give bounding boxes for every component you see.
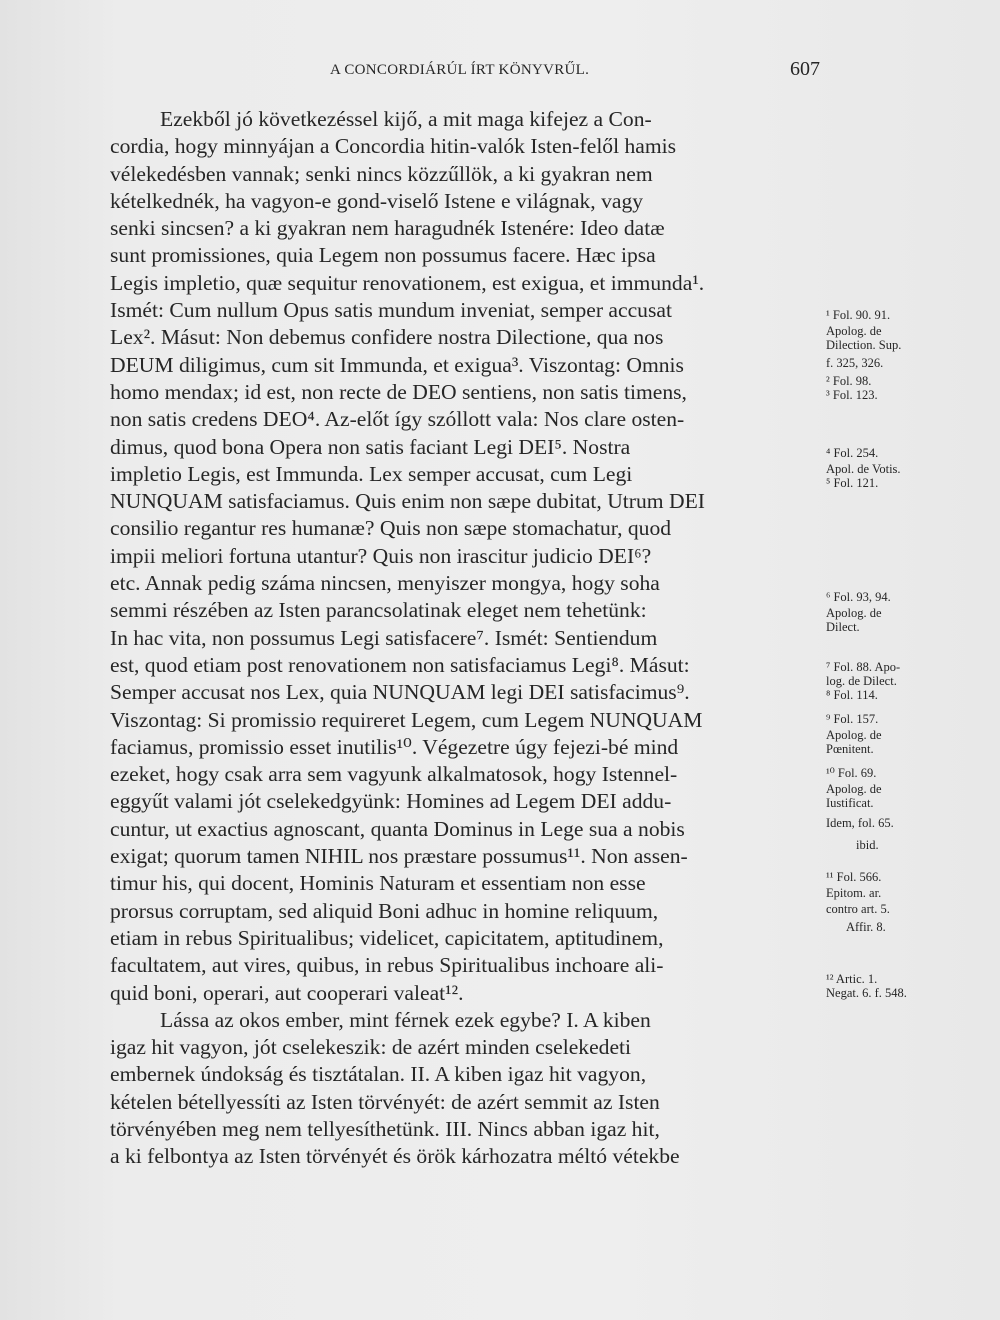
margin-note: Epitom. ar.: [826, 886, 882, 900]
margin-note: Negat. 6. f. 548.: [826, 986, 907, 1000]
margin-note: ¹⁰ Fol. 69.: [826, 766, 877, 780]
margin-note: Dilection. Sup.: [826, 338, 902, 352]
margin-note: ⁹ Fol. 157.: [826, 712, 879, 726]
text-line: DEUM diligimus, cum sit Immunda, et exigua³. Viszontag: Omnis: [110, 352, 684, 377]
margin-note: ¹¹ Fol. 566.: [826, 870, 882, 884]
margin-note: contro art. 5.: [826, 902, 890, 916]
margin-note: ⁷ Fol. 88. Apo-: [826, 660, 901, 674]
text-line: ezeket, hogy csak arra sem vagyunk alkalmatosok, hogy Istennel-: [110, 762, 678, 787]
text-line: etiam in rebus Spiritualibus; videlicet, capicitatem, aptitudinem,: [110, 925, 664, 950]
margin-note: log. de Dilect.: [826, 674, 897, 688]
text-line: cuntur, ut exactius agnoscant, quanta Dominus in Lege sua a nobis: [110, 816, 685, 841]
margin-note: ⁶ Fol. 93, 94.: [826, 590, 891, 604]
text-line: est, quod etiam post renovationem non satisfaciamus Legi⁸. Másut:: [110, 652, 690, 677]
text-line: Legis impletio, quæ sequitur renovationem, est exigua, et immunda¹.: [110, 270, 705, 295]
text-line: impletio Legis, est Immunda. Lex semper accusat, cum Legi: [110, 461, 633, 486]
text-line: vélekedésben vannak; senki nincs közzűllök, a ki gyakran nem: [110, 161, 653, 186]
margin-note: Affir. 8.: [846, 920, 886, 934]
text-line: dimus, quod bona Opera non satis faciant Legi DEI⁵. Nostra: [110, 434, 631, 459]
margin-note: ² Fol. 98.: [826, 374, 872, 388]
text-line: törvényében meg nem tellyesíthetünk. III. Nincs abban igaz hit,: [110, 1116, 660, 1141]
text-line: igaz hit vagyon, jót cselekeszik: de azért minden cselekedeti: [110, 1035, 632, 1060]
text-line: facultatem, aut vires, quibus, in rebus Spiritualibus inchoare ali-: [110, 953, 664, 978]
text-line: cordia, hogy minnyájan a Concordia hitin-valók Isten-felől hamis: [110, 134, 677, 159]
text-line: timur his, qui docent, Hominis Naturam et essentiam non esse: [110, 871, 646, 896]
text-line: impii meliori fortuna utantur? Quis non irascitur judicio DEI⁶?: [110, 543, 652, 568]
text-line: Viszontag: Si promissio requireret Legem, cum Legem NUNQUAM: [110, 707, 703, 732]
margin-note: ³ Fol. 123.: [826, 388, 878, 402]
text-line: eggyűt valami jót cselekedgyünk: Homines ad Legem DEI addu-: [110, 789, 672, 814]
margin-note: Dilect.: [826, 620, 860, 634]
text-line: kételkednék, ha vagyon-e gond-viselő Istene e világnak, vagy: [110, 188, 644, 213]
margin-note: ⁵ Fol. 121.: [826, 476, 879, 490]
margin-note: Iustificat.: [826, 796, 874, 810]
text-line: Lássa az okos ember, mint férnek ezek egybe? I. A kiben: [160, 1007, 651, 1032]
text-line: homo mendax; id est, non recte de DEO sentiens, non satis timens,: [110, 379, 687, 404]
text-line: Semper accusat nos Lex, quia NUNQUAM legi DEI satisfacimus⁹.: [110, 680, 690, 705]
margin-note: Idem, fol. 65.: [826, 816, 894, 830]
text-line: consilio regantur res humanæ? Quis non sæpe stomachatur, quod: [110, 516, 672, 541]
text-line: kételen bétellyessíti az Isten törvényét: de azért semmit az Isten: [110, 1089, 660, 1114]
margin-note: Apolog. de: [826, 606, 882, 620]
main-text-column: [110, 106, 820, 1171]
text-line: quid boni, operari, aut cooperari valeat¹².: [110, 980, 464, 1005]
text-line: a ki felbontya az Isten törvényét és örök kárhozatra méltó vétekbe: [110, 1144, 680, 1169]
text-line: Ismét: Cum nullum Opus satis mundum inveniat, semper accusat: [110, 298, 672, 323]
text-line: faciamus, promissio esset inutilis¹⁰. Végezetre úgy fejezi-bé mind: [110, 734, 679, 759]
margin-note: ibid.: [856, 838, 879, 852]
text-line: In hac vita, non possumus Legi satisfacere⁷. Ismét: Sentiendum: [110, 625, 658, 650]
text-line: Lex². Másut: Non debemus confidere nostra Dilectione, qua nos: [110, 325, 664, 350]
margin-note: f. 325, 326.: [826, 356, 884, 370]
text-line: senki sincsen? a ki gyakran nem haragudnék Istenére: Ideo datæ: [110, 216, 665, 241]
page-number: 607: [790, 58, 820, 80]
text-line: non satis credens DEO⁴. Az-előt így szóllott vala: Nos clare osten-: [110, 407, 685, 432]
running-head: A CONCORDIÁRÚL ÍRT KÖNYVRŰL.: [330, 62, 590, 78]
text-line: embernek úndokság és tisztátalan. II. A kiben igaz hit vagyon,: [110, 1062, 647, 1087]
margin-note: ¹² Artic. 1.: [826, 972, 878, 986]
text-line: sunt promissiones, quia Legem non possumus facere. Hæc ipsa: [110, 243, 656, 268]
text-line: semmi részében az Isten parancsolatinak eleget nem tehetünk:: [110, 598, 647, 623]
text-line: Ezekből jó következéssel kijő, a mit maga kifejez a Con-: [160, 107, 652, 131]
text-line: etc. Annak pedig száma nincsen, menyiszer mongya, hogy soha: [110, 571, 660, 596]
margin-note: ⁸ Fol. 114.: [826, 688, 878, 702]
margin-note: Pœnitent.: [826, 742, 874, 756]
margin-note: Apolog. de: [826, 782, 882, 796]
margin-note: Apolog. de: [826, 728, 882, 742]
margin-note: Apol. de Votis.: [826, 462, 901, 476]
margin-note: ⁴ Fol. 254.: [826, 446, 879, 460]
margin-note: ¹ Fol. 90. 91.: [826, 308, 891, 322]
text-line: prorsus corruptam, sed aliquid Boni adhuc in homine reliquum,: [110, 898, 659, 923]
text-line: exigat; quorum tamen NIHIL nos præstare possumus¹¹. Non assen-: [110, 844, 688, 869]
margin-note: Apolog. de: [826, 324, 882, 338]
text-line: NUNQUAM satisfaciamus. Quis enim non sæpe dubitat, Utrum DEI: [110, 489, 705, 514]
